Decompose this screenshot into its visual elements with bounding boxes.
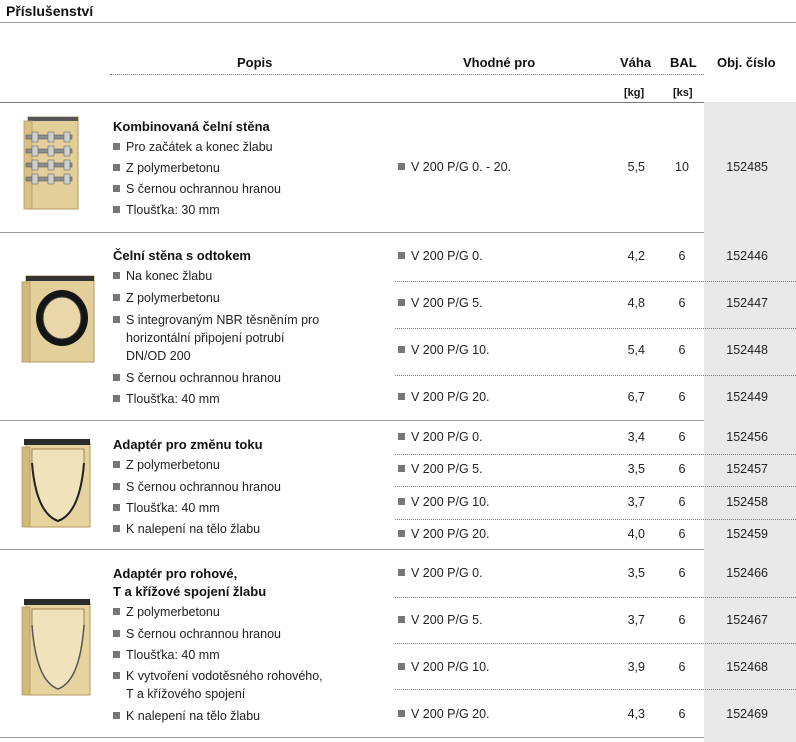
fit-cell: V 200 P/G 5.	[398, 462, 483, 476]
feature-item: Z polymerbetonu	[113, 290, 220, 306]
pack-cell: 6	[678, 390, 686, 404]
section-title: Příslušenství	[6, 3, 94, 19]
bullet-square-icon	[113, 395, 120, 402]
corner-t-cross-adapter-icon	[20, 597, 96, 697]
bullet-square-icon	[398, 346, 405, 353]
fit-cell: V 200 P/G 20.	[398, 707, 490, 721]
bullet-square-icon	[398, 433, 405, 440]
fit-cell: V 200 P/G 10.	[398, 343, 490, 357]
bullet-square-icon	[398, 710, 405, 717]
feature-continuation: horizontální připojení potrubí	[126, 331, 285, 345]
fit-cell: V 200 P/G 0.	[398, 249, 483, 263]
feature-continuation: T a křížového spojení	[126, 687, 246, 701]
variant-separator	[395, 689, 796, 690]
feature-item: Pro začátek a konec žlabu	[113, 139, 273, 155]
header-rule	[0, 102, 704, 103]
header-dotted-rule	[110, 74, 704, 75]
order-number-cell: 152468	[726, 660, 768, 674]
pack-cell: 6	[678, 462, 686, 476]
bullet-square-icon	[113, 143, 120, 150]
bullet-square-icon	[113, 504, 120, 511]
product-title: Čelní stěna s odtokem	[113, 248, 251, 263]
bullet-square-icon	[398, 498, 405, 505]
weight-cell: 6,7	[627, 390, 645, 404]
header-popis: Popis	[237, 55, 273, 70]
bullet-square-icon	[398, 569, 405, 576]
variant-separator	[395, 328, 796, 329]
weight-cell: 3,4	[627, 430, 645, 444]
pack-cell: 10	[675, 160, 689, 174]
bullet-square-icon	[398, 252, 405, 259]
product-title: Kombinovaná čelní stěna	[113, 119, 270, 134]
product-divider	[0, 232, 704, 233]
bullet-square-icon	[398, 393, 405, 400]
product-title: Adaptér pro rohové,	[113, 566, 238, 581]
bullet-square-icon	[398, 299, 405, 306]
order-column-shade	[704, 102, 796, 742]
header-obj-cislo: Obj. číslo	[717, 55, 776, 70]
feature-item: Tloušťka: 30 mm	[113, 202, 220, 218]
order-number-cell: 152457	[726, 462, 768, 476]
bullet-square-icon	[113, 272, 120, 279]
feature-item: S integrovaným NBR těsněním pro	[113, 312, 319, 328]
feature-item: S černou ochrannou hranou	[113, 626, 281, 642]
pack-cell: 6	[678, 249, 686, 263]
bullet-square-icon	[113, 374, 120, 381]
end-wall-outlet-icon	[18, 272, 98, 364]
bullet-square-icon	[113, 608, 120, 615]
pack-cell: 6	[678, 343, 686, 357]
bullet-square-icon	[113, 672, 120, 679]
order-number-cell: 152466	[726, 566, 768, 580]
order-number-cell: 152456	[726, 430, 768, 444]
order-number-cell: 152448	[726, 343, 768, 357]
bullet-square-icon	[398, 616, 405, 623]
weight-cell: 4,3	[627, 707, 645, 721]
order-number-cell: 152459	[726, 527, 768, 541]
weight-cell: 3,5	[627, 566, 645, 580]
weight-cell: 5,5	[627, 160, 645, 174]
variant-separator	[395, 375, 796, 376]
variant-separator	[395, 519, 796, 520]
weight-cell: 3,7	[627, 495, 645, 509]
title-rule	[0, 22, 796, 23]
fit-cell: V 200 P/G 5.	[398, 613, 483, 627]
weight-cell: 3,5	[627, 462, 645, 476]
pack-cell: 6	[678, 296, 686, 310]
product-title: T a křížové spojení žlabu	[113, 584, 267, 599]
order-number-cell: 152485	[726, 160, 768, 174]
bullet-square-icon	[398, 163, 405, 170]
fit-cell: V 200 P/G 10.	[398, 495, 490, 509]
variant-separator	[395, 643, 796, 644]
order-number-cell: 152447	[726, 296, 768, 310]
feature-item: S černou ochrannou hranou	[113, 181, 281, 197]
weight-cell: 5,4	[627, 343, 645, 357]
weight-cell: 4,2	[627, 249, 645, 263]
variant-separator	[395, 597, 796, 598]
product-divider	[0, 549, 704, 550]
bullet-square-icon	[398, 663, 405, 670]
header-vaha: Váha	[620, 55, 652, 70]
fit-cell: V 200 P/G 20.	[398, 390, 490, 404]
feature-continuation: DN/OD 200	[126, 349, 191, 363]
weight-cell: 4,8	[627, 296, 645, 310]
feature-item: Tloušťka: 40 mm	[113, 391, 220, 407]
bullet-square-icon	[113, 525, 120, 532]
feature-item: Z polymerbetonu	[113, 604, 220, 620]
bullet-square-icon	[113, 294, 120, 301]
bullet-square-icon	[113, 712, 120, 719]
pack-cell: 6	[678, 495, 686, 509]
pack-cell: 6	[678, 707, 686, 721]
bullet-square-icon	[398, 465, 405, 472]
variant-separator	[395, 281, 796, 282]
bullet-square-icon	[113, 461, 120, 468]
bullet-square-icon	[113, 164, 120, 171]
pack-cell: 6	[678, 527, 686, 541]
bullet-square-icon	[113, 185, 120, 192]
unit-bal: [ks]	[673, 87, 693, 99]
feature-item: K vytvoření vodotěsného rohového,	[113, 668, 323, 684]
feature-item: K nalepení na tělo žlabu	[113, 708, 260, 724]
bullet-square-icon	[398, 530, 405, 537]
feature-item: Z polymerbetonu	[113, 160, 220, 176]
feature-item: S černou ochrannou hranou	[113, 479, 281, 495]
fit-cell: V 200 P/G 0.	[398, 566, 483, 580]
feature-item: S černou ochrannou hranou	[113, 370, 281, 386]
weight-cell: 3,9	[627, 660, 645, 674]
fit-cell: V 200 P/G 20.	[398, 527, 490, 541]
bullet-square-icon	[113, 651, 120, 658]
unit-vaha: [kg]	[624, 87, 645, 99]
flow-change-adapter-icon	[20, 437, 96, 529]
fit-cell: V 200 P/G 0.	[398, 430, 483, 444]
bullet-square-icon	[113, 206, 120, 213]
pack-cell: 6	[678, 613, 686, 627]
pack-cell: 6	[678, 430, 686, 444]
product-divider	[0, 420, 704, 421]
bullet-square-icon	[113, 630, 120, 637]
variant-separator	[395, 454, 796, 455]
bullet-square-icon	[113, 316, 120, 323]
fit-cell: V 200 P/G 0. - 20.	[398, 160, 511, 174]
feature-item: Na konec žlabu	[113, 268, 212, 284]
product-divider	[0, 737, 704, 738]
order-number-cell: 152467	[726, 613, 768, 627]
pack-cell: 6	[678, 660, 686, 674]
header-vhodne-pro: Vhodné pro	[463, 55, 536, 70]
feature-item: Tloušťka: 40 mm	[113, 647, 220, 663]
order-number-cell: 152446	[726, 249, 768, 263]
fit-cell: V 200 P/G 10.	[398, 660, 490, 674]
fit-cell: V 200 P/G 5.	[398, 296, 483, 310]
bullet-square-icon	[113, 483, 120, 490]
variant-separator	[395, 486, 796, 487]
combined-end-wall-icon	[22, 115, 82, 211]
weight-cell: 4,0	[627, 527, 645, 541]
product-title: Adaptér pro změnu toku	[113, 437, 263, 452]
header-bal: BAL	[670, 55, 697, 70]
feature-item: Tloušťka: 40 mm	[113, 500, 220, 516]
weight-cell: 3,7	[627, 613, 645, 627]
order-number-cell: 152449	[726, 390, 768, 404]
feature-item: Z polymerbetonu	[113, 457, 220, 473]
feature-item: K nalepení na tělo žlabu	[113, 521, 260, 537]
pack-cell: 6	[678, 566, 686, 580]
order-number-cell: 152458	[726, 495, 768, 509]
order-number-cell: 152469	[726, 707, 768, 721]
